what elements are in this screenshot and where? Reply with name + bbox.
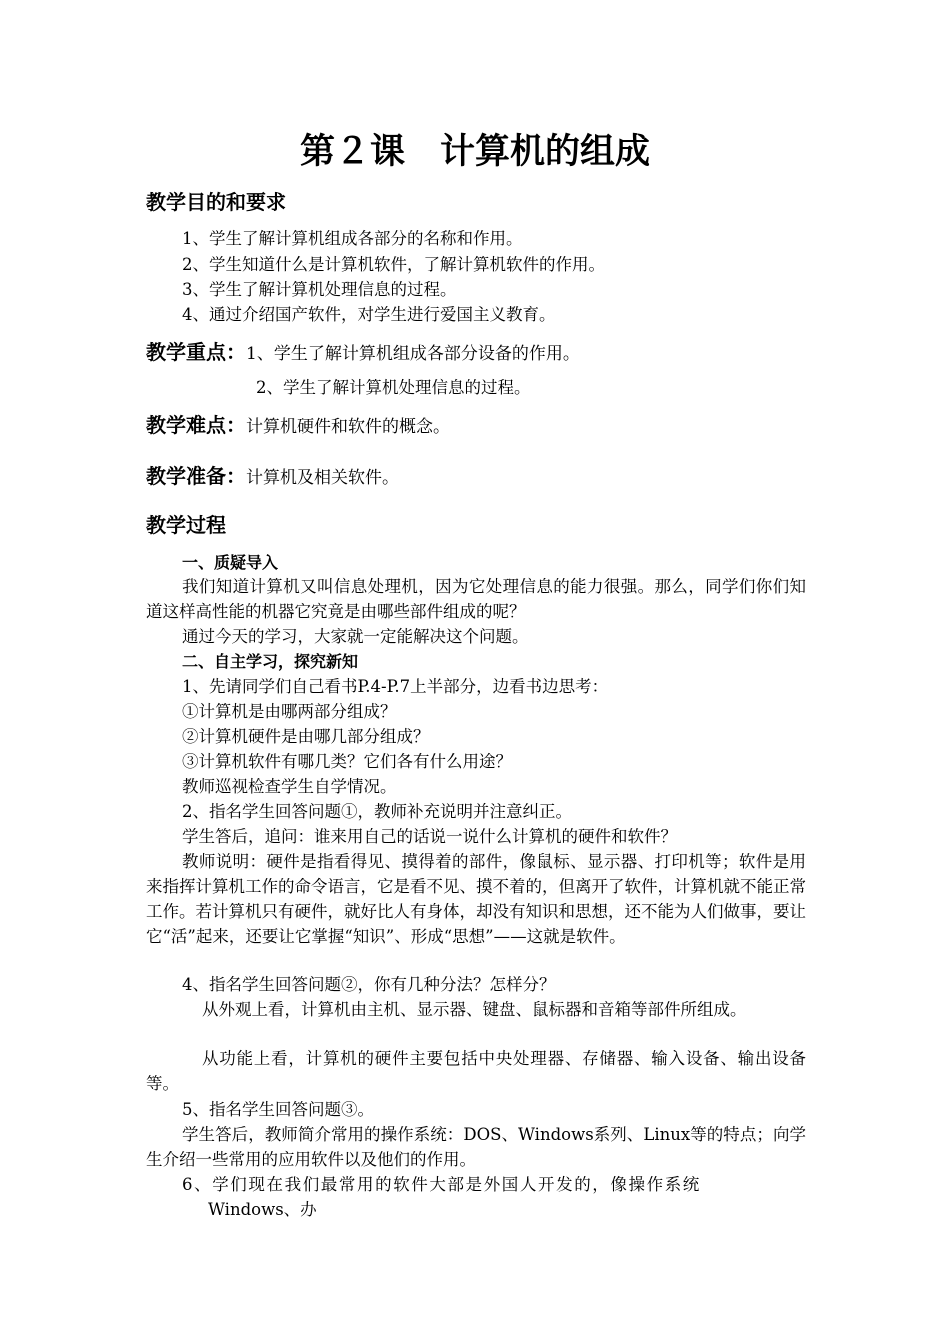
part2-step-1: 1、先请同学们自己看书P.4-P.7上半部分，边看书边思考： <box>182 677 609 696</box>
part1-paragraph-2: 通过今天的学习，大家就一定能解决这个问题。 <box>182 627 529 646</box>
objectives-heading: 教学目的和要求 <box>146 190 286 214</box>
question-2: ②计算机硬件是由哪几部分组成？ <box>182 727 430 746</box>
preparation-label: 教学准备： <box>146 464 246 488</box>
difficulties-value: 计算机硬件和软件的概念。 <box>246 417 450 437</box>
part2-step-6: 6、学们现在我们最常用的软件大部是外国人开发的，像操作系统 <box>182 1175 701 1194</box>
function-paragraph: 从功能上看，计算机的硬件主要包括中央处理器、存储器、输入设备、输出设备等。 <box>146 1049 806 1093</box>
question-1: ①计算机是由哪两部分组成？ <box>182 702 397 721</box>
teacher-explanation: 教师说明：硬件是指看得见、摸得着的部件，像鼠标、显示器、打印机等；软件是用来指挥计算机工作的命令语言，它是看不见、摸不着的，但离开了软件，计算机就不能正常工作。若计算机只有硬件，就好比人有身体，却没有知识和思想，还不能为人们做事，要让它“活”起来，还要让它掌握“知识”、形成“思想”——这就是软件。 <box>146 852 806 946</box>
follow-up-question: 学生答后，追问：谁来用自己的话说一说什么计算机的硬件和软件？ <box>182 827 677 846</box>
preparation-row <box>146 462 399 492</box>
os-paragraph: 学生答后，教师简介常用的操作系统：DOS、Windows系列、Linux等的特点；向学生介绍一些常用的应用软件以及他们的作用。 <box>146 1125 806 1169</box>
difficulties-label: 教学难点： <box>146 413 246 437</box>
objective-item-2: 2、学生知道什么是计算机软件，了解计算机软件的作用。 <box>182 255 605 274</box>
part2-step-4: 4、指名学生回答问题②，你有几种分法？怎样分？ <box>182 975 556 994</box>
part2-step-6-continued: Windows、办 <box>208 1200 317 1219</box>
part2-title: 二、自主学习，探究新知 <box>182 652 359 671</box>
preparation-value: 计算机及相关软件。 <box>246 468 399 488</box>
appearance-paragraph: 从外观上看，计算机由主机、显示器、键盘、鼠标器和音箱等部件所组成。 <box>202 1000 747 1019</box>
part2-step-5: 5、指名学生回答问题③。 <box>182 1100 374 1119</box>
part1-title: 一、质疑导入 <box>182 553 279 572</box>
question-3: ③计算机软件有哪几类？它们各有什么用途？ <box>182 752 512 771</box>
part2-step-2: 2、指名学生回答问题①，教师补充说明并注意纠正。 <box>182 802 572 821</box>
difficulties-row <box>146 411 450 441</box>
teacher-check: 教师巡视检查学生自学情况。 <box>182 777 397 796</box>
process-heading: 教学过程 <box>146 513 226 537</box>
objective-item-4: 4、通过介绍国产软件，对学生进行爱国主义教育。 <box>182 305 556 324</box>
objective-item-1: 1、学生了解计算机组成各部分的名称和作用。 <box>182 229 523 248</box>
key-point-item-2: 2、学生了解计算机处理信息的过程。 <box>256 378 531 397</box>
objective-item-3: 3、学生了解计算机处理信息的过程。 <box>182 280 457 299</box>
key-points-label: 教学重点： <box>146 340 246 364</box>
key-points-row <box>146 338 580 368</box>
page-title: 第２课 计算机的组成 <box>299 132 650 172</box>
part1-paragraph-1: 我们知道计算机又叫信息处理机，因为它处理信息的能力很强。那么，同学们你们知道这样高性能的机器它究竟是由哪些部件组成的呢？ <box>146 577 806 621</box>
key-point-item-1: 1、学生了解计算机组成各部分设备的作用。 <box>246 344 580 364</box>
